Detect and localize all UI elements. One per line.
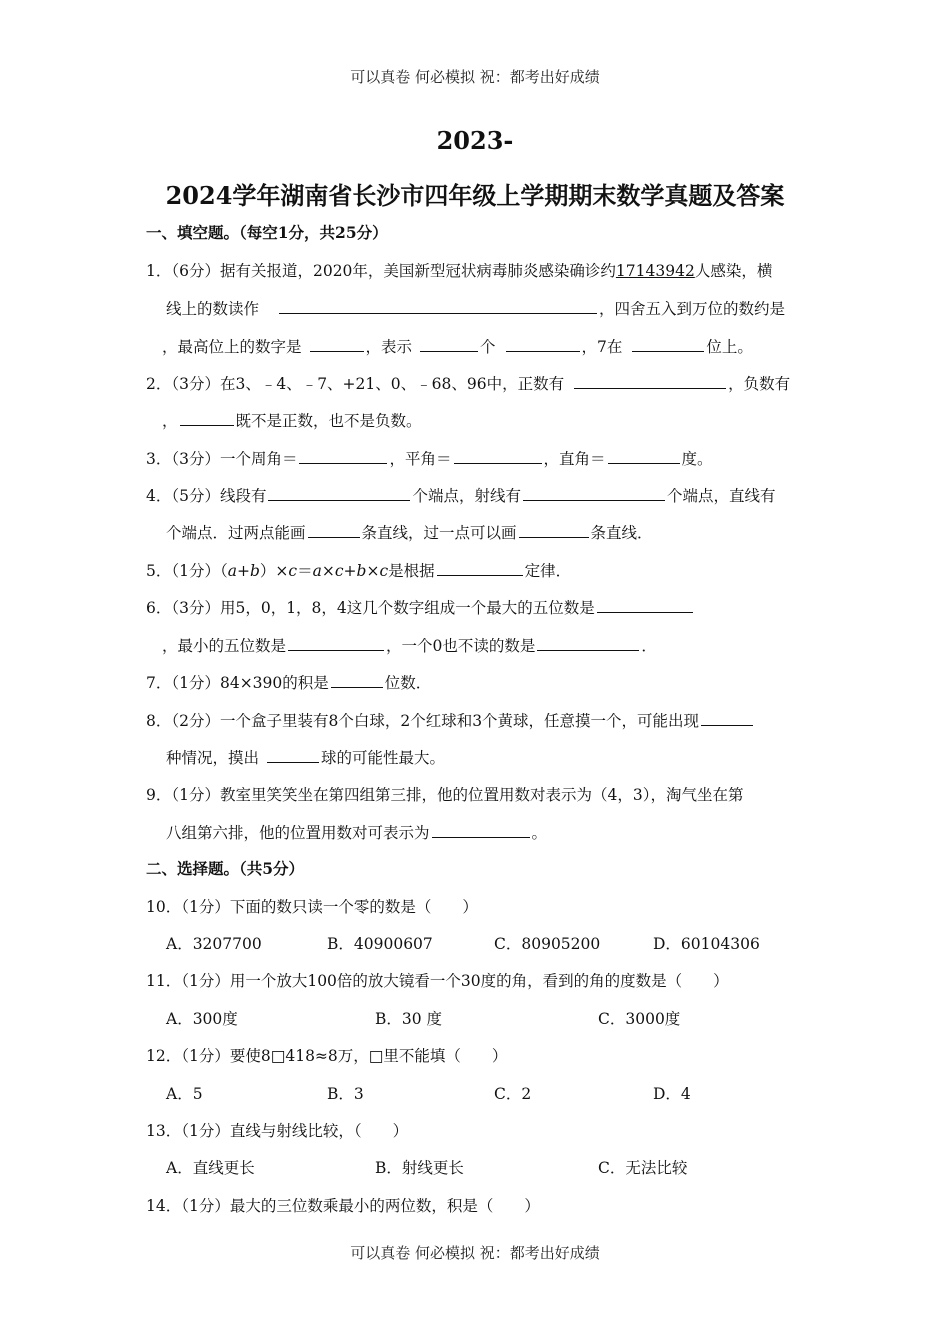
q3-text-c: ，直角＝ <box>543 450 606 468</box>
page-header: 可以真卷 何必模拟 祝：都考出好成绩 <box>350 68 600 86</box>
q4-blank-two-points[interactable] <box>308 521 360 538</box>
q9-text-b: 八组第六排，他的位置用数对可表示为 <box>166 824 430 842</box>
q5-text-b: ）× <box>259 562 289 580</box>
q4-blank-segment[interactable] <box>268 484 410 501</box>
q4-text-e: 条直线，过一点可以画 <box>361 524 517 542</box>
q8-text-a: 8．（2分）一个盒子里装有8个白球，2个红球和3个黄球，任意摸一个，可能出现 <box>146 712 700 730</box>
q7-blank-digits[interactable] <box>331 671 383 688</box>
q1-text-h: ，7在 <box>581 338 623 356</box>
q1-text-g: 个 <box>480 338 496 356</box>
q3-line <box>146 447 811 470</box>
q5-blank-law[interactable] <box>437 559 523 576</box>
q4-blank-one-point[interactable] <box>519 521 589 538</box>
q3-blank-straight[interactable] <box>454 447 542 464</box>
q12-stem: 12．（1分）要使8□418≈8万，□里不能填（ ） <box>146 1047 508 1065</box>
q7-text-a: 7．（1分）84×390的积是 <box>146 674 329 692</box>
q3-text-d: 度。 <box>681 450 713 468</box>
q1-blank-unit[interactable] <box>506 335 580 352</box>
q6-blank-no-zero[interactable] <box>537 634 639 651</box>
q5-plus: + <box>343 562 357 580</box>
q4-line-1 <box>146 484 811 507</box>
q5-eq: ＝ <box>297 562 313 580</box>
q1-line-1 <box>146 260 811 282</box>
q5-var-c3: c <box>379 562 389 580</box>
q3-blank-full[interactable] <box>299 447 387 464</box>
q12-option-a[interactable]: A．5 <box>166 1085 203 1103</box>
q1-text-b: 人感染，横 <box>694 262 773 280</box>
q5-times-2: × <box>366 562 380 580</box>
q6-line-2 <box>162 634 827 657</box>
q5-line <box>146 559 811 582</box>
q4-text-d: 个端点．过两点能画 <box>166 524 306 542</box>
q6-text-c: ，一个0也不读的数是 <box>386 637 536 655</box>
q13-option-a[interactable]: A．直线更长 <box>166 1159 255 1177</box>
q12-option-c[interactable]: C．2 <box>494 1085 532 1103</box>
q8-blank-cases[interactable] <box>701 709 753 726</box>
q1-text-e: ，最高位上的数字是 <box>162 338 302 356</box>
page-footer: 可以真卷 何必模拟 祝：都考出好成绩 <box>350 1244 600 1262</box>
q1-blank-represent[interactable] <box>420 335 478 352</box>
q6-blank-min[interactable] <box>288 634 384 651</box>
q12-option-d[interactable]: D．4 <box>653 1085 691 1103</box>
q4-text-f: 条直线． <box>590 524 653 542</box>
q1-blank-place[interactable] <box>632 335 704 352</box>
q10-option-b[interactable]: B．40900607 <box>327 935 433 953</box>
q5-expr-ab: a+b <box>227 562 260 580</box>
q10-option-c[interactable]: C．80905200 <box>494 935 601 953</box>
q9-text-c: 。 <box>531 824 548 842</box>
q6-line-1 <box>146 596 811 619</box>
q8-line-2 <box>166 746 831 769</box>
q4-blank-ray[interactable] <box>523 484 665 501</box>
q4-text-c: 个端点，直线有 <box>667 487 776 505</box>
section-fill-blank: 一、填空题。（每空1分，共25分） <box>146 223 388 242</box>
q1-line-2 <box>166 297 831 320</box>
q8-text-b: 种情况，摸出 <box>166 749 260 767</box>
q13-option-b[interactable]: B．射线更长 <box>375 1159 464 1177</box>
q7-line <box>146 671 811 694</box>
q11-option-b[interactable]: B．30 度 <box>375 1010 443 1028</box>
q10-option-d[interactable]: D．60104306 <box>653 935 760 953</box>
title-line-1: 2023- <box>436 126 514 155</box>
q5-text-e: 定律． <box>524 562 572 580</box>
q2-text-a: 2．（3分）在3、﹣4、﹣7、+21、0、﹣68、96中，正数有 <box>146 375 565 393</box>
q1-text-f: ，表示 <box>365 338 413 356</box>
q5-var-a: a <box>312 562 322 580</box>
q3-text-a: 3．（3分）一个周角＝ <box>146 450 298 468</box>
q3-text-b: ，平角＝ <box>389 450 452 468</box>
q5-text-d: 是根据 <box>388 562 435 580</box>
q14-stem: 14．（1分）最大的三位数乘最小的两位数，积是（ ） <box>146 1197 540 1215</box>
section-multiple-choice: 二、选择题。（共5分） <box>146 859 305 878</box>
q8-text-c: 球的可能性最大。 <box>321 749 446 767</box>
title-line-2: 2024学年湖南省长沙市四年级上学期期末数学真题及答案 <box>165 181 785 210</box>
q12-option-b[interactable]: B．3 <box>327 1085 364 1103</box>
q6-text-b: ，最小的五位数是 <box>162 637 287 655</box>
q5-times-1: × <box>321 562 335 580</box>
q2-text-c: ， <box>162 412 178 430</box>
q13-option-c[interactable]: C．无法比较 <box>598 1159 688 1177</box>
q2-blank-zero[interactable] <box>180 409 234 426</box>
q1-blank-read[interactable] <box>279 297 597 314</box>
q6-text-d: ． <box>641 637 657 655</box>
q8-blank-color[interactable] <box>267 746 319 763</box>
q9-line-1 <box>146 784 811 806</box>
q11-option-a[interactable]: A．300度 <box>166 1010 238 1028</box>
q9-blank-pair[interactable] <box>432 821 530 838</box>
q1-text-d: ，四舍五入到万位的数约是 <box>599 300 786 318</box>
q1-text-c: 线上的数读作 <box>166 300 260 318</box>
q1-line-3 <box>162 335 827 358</box>
q7-text-b: 位数． <box>384 674 432 692</box>
q13-stem: 13．（1分）直线与射线比较，（ ） <box>146 1122 409 1140</box>
q6-blank-max[interactable] <box>597 596 693 613</box>
q4-text-a: 4．（5分）线段有 <box>146 487 267 505</box>
q4-text-b: 个端点，射线有 <box>412 487 521 505</box>
q1-number: 17143942 <box>615 262 695 280</box>
q5-var-b: b <box>356 562 367 580</box>
q3-blank-right[interactable] <box>608 447 680 464</box>
q11-option-c[interactable]: C．3000度 <box>598 1010 681 1028</box>
q11-stem: 11．（1分）用一个放大100倍的放大镜看一个30度的角，看到的角的度数是（ ） <box>146 972 729 990</box>
q10-option-a[interactable]: A．3207700 <box>166 935 262 953</box>
q9-text-a: 9．（1分）教室里笑笑坐在第四组第三排，他的位置用数对表示为（4，3），淘气坐在第 <box>146 786 744 804</box>
q2-line-2 <box>162 409 827 432</box>
q5-text-a: 5．（1分）（ <box>146 562 228 580</box>
q9-line-2 <box>166 821 831 844</box>
q2-text-b: ，负数有 <box>728 375 791 393</box>
q4-line-2 <box>166 521 831 544</box>
q2-text-d: 既不是正数，也不是负数。 <box>235 412 422 430</box>
q5-var-c2: c <box>334 562 344 580</box>
q5-var-c1: c <box>288 562 298 580</box>
q1-text-a: 1．（6分）据有关报道，2020年，美国新型冠状病毒肺炎感染确诊约 <box>146 262 616 280</box>
q10-stem: 10．（1分）下面的数只读一个零的数是（ ） <box>146 898 478 916</box>
q1-blank-highest[interactable] <box>310 335 364 352</box>
q1-text-i: 位上。 <box>706 338 753 356</box>
q2-line-1 <box>146 372 811 395</box>
q2-blank-positive[interactable] <box>574 372 726 389</box>
q6-text-a: 6．（3分）用5，0，1，8，4这几个数字组成一个最大的五位数是 <box>146 599 595 617</box>
q8-line-1 <box>146 709 811 732</box>
